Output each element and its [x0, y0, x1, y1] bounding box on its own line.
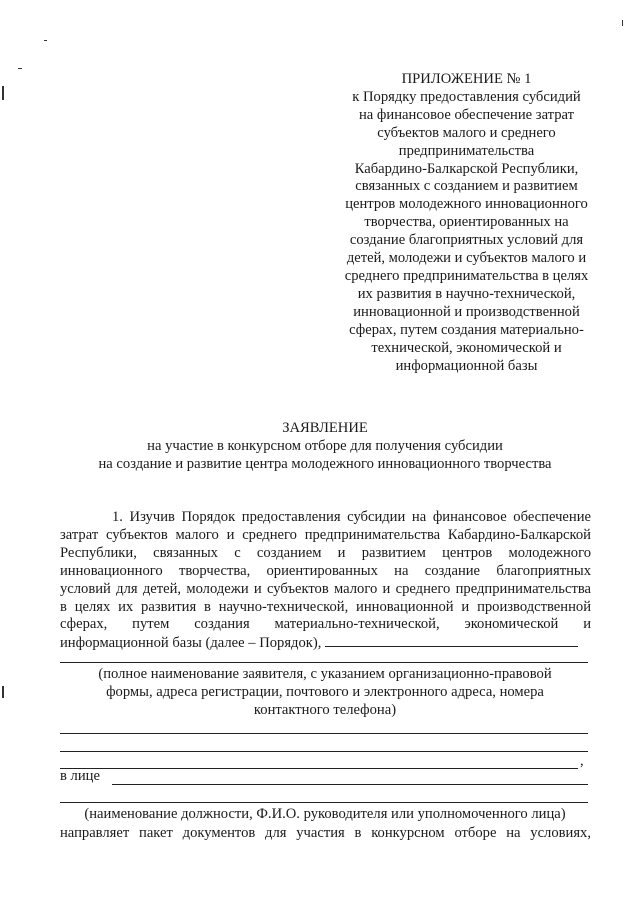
appendix-line: центров молодежного инновационного: [345, 196, 588, 213]
appendix-line: технической, экономической и: [371, 339, 562, 356]
scan-artifact: [2, 86, 4, 100]
applicant-name-field[interactable]: [325, 634, 578, 647]
statement-heading: [60, 420, 590, 474]
appendix-line: Кабардино-Балкарской Республики,: [354, 160, 579, 177]
appendix-line: инновационной и производственной: [353, 303, 580, 320]
applicant-caption: [60, 666, 590, 720]
appendix-header: [334, 71, 599, 375]
blank-field-line[interactable]: [60, 751, 588, 752]
paragraph-line: Республики, связанных с созданием и развитием центров молодежного: [60, 544, 591, 561]
appendix-line: детей, молодежи и субъектов малого и: [346, 250, 587, 267]
applicant-field-line[interactable]: [60, 662, 588, 663]
paragraph-line: затрат субъектов малого и среднего предпринимательства Кабардино-Балкарской: [60, 526, 591, 543]
appendix-line: творчества, ориентированных на: [364, 214, 569, 231]
paragraph-line: информационной базы (далее – Порядок),: [60, 635, 322, 652]
caption-line: (полное наименование заявителя, с указанием организационно-правовой: [98, 666, 552, 682]
scan-artifact: [18, 68, 22, 69]
head-caption: [60, 806, 590, 824]
appendix-line: их развития в научно-технической,: [357, 285, 576, 302]
scan-artifact: [622, 20, 623, 26]
paragraph-line: инновационного творчества, ориентированных на создание благоприятных: [60, 562, 591, 579]
appendix-line: на финансовое обеспечение затрат: [359, 106, 574, 123]
closing-paragraph: [60, 825, 591, 843]
caption-line: (наименование должности, Ф.И.О. руководителя или уполномоченного лица): [84, 806, 566, 822]
caption-line: формы, адреса регистрации, почтового и электронного адреса, номера: [106, 683, 544, 700]
line-end-comma: ,: [580, 753, 584, 769]
blank-field-line[interactable]: [60, 733, 588, 734]
paragraph-line: условий для детей, молодежи и субъектов малого и среднего предпринимательства: [60, 580, 591, 597]
paragraph-line: 1. Изучив Порядок предоставления субсидии на финансовое обеспечение: [112, 509, 591, 525]
statement-title: ЗАЯВЛЕНИЕ: [282, 420, 368, 436]
appendix-line: связанных с созданием и развитием: [355, 178, 578, 195]
appendix-line: сферах, путем создания материально-: [349, 321, 584, 338]
caption-line: контактного телефона): [253, 701, 397, 718]
representative-field-line[interactable]: [112, 784, 588, 785]
blank-field-line[interactable]: [60, 802, 588, 803]
appendix-line: к Порядку предоставления субсидий: [352, 88, 581, 105]
paragraph-line: в целях их развития в научно-технической, инновационной и производственной: [60, 598, 591, 615]
appendix-line: субъектов малого и среднего: [377, 124, 556, 141]
scan-artifact: [2, 686, 4, 698]
closing-line: направляет пакет документов для участия в конкурсном отборе на условиях,: [60, 825, 591, 841]
appendix-line: информационной базы: [395, 357, 538, 374]
statement-subtitle: на участие в конкурсном отборе для получения субсидии: [147, 437, 503, 454]
appendix-line: предпринимательства: [398, 142, 535, 159]
paragraph-1: [60, 509, 591, 653]
scan-artifact: [44, 40, 47, 41]
statement-subtitle: на создание и развитие центра молодежного инновационного творчества: [98, 455, 552, 472]
paragraph-line: сферах, путем создания материально-технической, экономической и: [60, 616, 591, 633]
paragraph-line-last: [60, 634, 591, 653]
appendix-line: среднего предпринимательства в целях: [344, 267, 589, 284]
appendix-title: ПРИЛОЖЕНИЕ № 1: [401, 71, 532, 87]
appendix-line: создание благоприятных условий для: [349, 232, 584, 249]
represented-by-label: в лице: [60, 768, 100, 784]
